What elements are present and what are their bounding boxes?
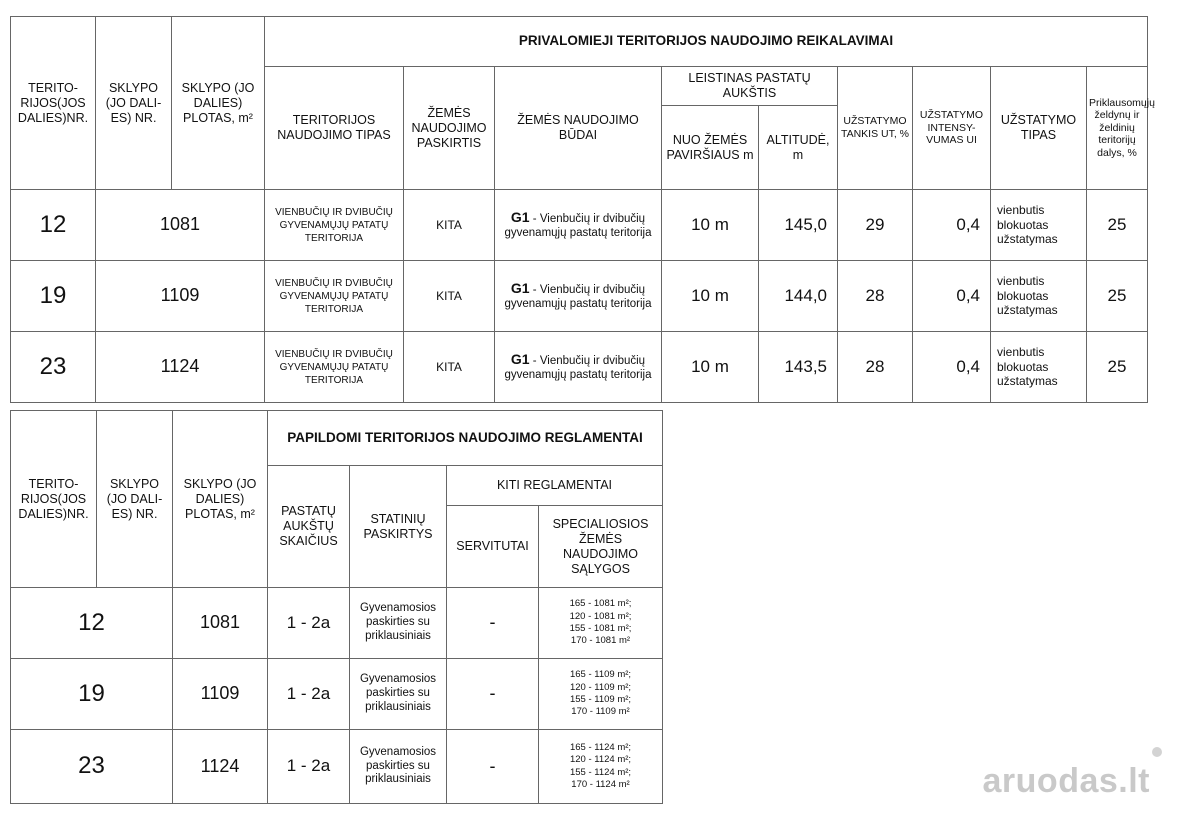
additional-regulations-table — [10, 410, 663, 804]
header-budai: ŽEMĖS NAUDOJIMO BŪDAI — [495, 67, 662, 190]
header-statiniu-paskirtys: STATINIŲ PASKIRTYS — [350, 466, 447, 588]
tankis: 28 — [838, 332, 913, 403]
salyga-line: 120 - 1109 m²; — [569, 681, 632, 693]
altitude: 145,0 — [759, 190, 838, 261]
uzstatymo-tipas: vienbutis blokuotas užstatymas — [991, 332, 1087, 403]
header-servitutai: SERVITUTAI — [447, 506, 539, 588]
watermark-dot-icon — [1152, 747, 1162, 757]
budai-text: - Vienbučių ir dvibučių gyvenamųjų pastatų teritorija — [504, 355, 652, 381]
salyga-line: 155 - 1081 m²; — [569, 623, 632, 634]
servitutai: - — [447, 588, 539, 659]
budai — [495, 332, 662, 403]
table-row — [11, 588, 663, 659]
salyga-line: 170 - 1109 m² — [571, 706, 630, 718]
budai-code: G1 — [510, 280, 530, 297]
header-tankis: UŽSTATYMO TANKIS UT, % — [838, 67, 913, 190]
budai-code: G1 — [510, 209, 530, 226]
table-row — [11, 190, 1148, 261]
aukstis: 10 m — [662, 332, 759, 403]
paskirtys: Gyvenamosios paskirties su priklausiniais — [350, 730, 447, 804]
teritorijos-nr: 12 — [11, 588, 173, 659]
naudojimo-tipas: VIENBUČIŲ IR DVIBUČIŲ GYVENAMŲJŲ PATATŲ TERITORIJA — [265, 332, 404, 403]
table-row — [11, 261, 1148, 332]
teritorijos-nr: 23 — [11, 332, 96, 403]
salyga-line: 165 - 1081 m²; — [569, 598, 632, 610]
header-sklypo-nr: SKLYPO (JO DALI-ES) NR. — [97, 411, 173, 588]
table-row — [11, 730, 663, 804]
salyga-line: 120 - 1124 m²; — [569, 754, 632, 766]
table1-group-title: PRIVALOMIEJI TERITORIJOS NAUDOJIMO REIKALAVIMAI — [265, 17, 1148, 67]
teritorijos-nr: 12 — [11, 190, 96, 261]
mandatory-requirements-table — [10, 16, 1155, 403]
salyga-line: 120 - 1081 m²; — [569, 610, 632, 622]
header-teritorijos-nr: TERITO-RIJOS(JOS DALIES)NR. — [11, 411, 97, 588]
table-row — [11, 659, 663, 730]
specialiosios-salygos — [539, 659, 663, 730]
altitude: 143,5 — [759, 332, 838, 403]
plotas: 1081 — [173, 588, 268, 659]
header-altitude: ALTITUDĖ, m — [759, 106, 838, 190]
header-kiti-reglamentai: KITI REGLAMENTAI — [447, 466, 663, 506]
salyga-line: 155 - 1109 m²; — [569, 694, 632, 705]
salyga-line: 165 - 1109 m²; — [569, 669, 632, 681]
budai — [495, 190, 662, 261]
zeldynai: 25 — [1087, 261, 1148, 332]
header-intensyvumas: UŽSTATYMO INTENSY-VUMAS UI — [913, 67, 991, 190]
uzstatymo-tipas: vienbutis blokuotas užstatymas — [991, 190, 1087, 261]
header-aukstis-group: LEISTINAS PASTATŲ AUKŠTIS — [662, 67, 838, 106]
header-specialiosios: SPECIALIOSIOS ŽEMĖS NAUDOJIMO SĄLYGOS — [539, 506, 663, 588]
paskirtis: KITA — [404, 190, 495, 261]
aukstai: 1 - 2a — [268, 588, 350, 659]
watermark-suffix: .lt — [1118, 762, 1150, 800]
salyga-line: 170 - 1124 m² — [571, 778, 630, 790]
aukstai: 1 - 2a — [268, 730, 350, 804]
specialiosios-salygos — [539, 730, 663, 804]
paskirtys: Gyvenamosios paskirties su priklausiniais — [350, 588, 447, 659]
sklypo-nr: 1124 — [96, 332, 265, 403]
budai — [495, 261, 662, 332]
sklypo-nr: 1081 — [96, 190, 265, 261]
servitutai: - — [447, 730, 539, 804]
teritorijos-nr: 19 — [11, 261, 96, 332]
aukstis: 10 m — [662, 261, 759, 332]
header-paskirtis: ŽEMĖS NAUDOJIMO PASKIRTIS — [404, 67, 495, 190]
intensyvumas: 0,4 — [913, 261, 991, 332]
header-sklypo-nr: SKLYPO (JO DALI-ES) NR. — [96, 17, 172, 190]
header-zeldynai: Priklausomųjų želdynų ir želdinių teritorijų dalys, % — [1087, 67, 1148, 190]
teritorijos-nr: 19 — [11, 659, 173, 730]
header-nuo-zemes: NUO ŽEMĖS PAVIRŠIAUS m — [662, 106, 759, 190]
teritorijos-nr: 23 — [11, 730, 173, 804]
plotas: 1109 — [173, 659, 268, 730]
table-row — [11, 332, 1148, 403]
header-naudojimo-tipas: TERITORIJOS NAUDOJIMO TIPAS — [265, 67, 404, 190]
header-aukstu-skaicius: PASTATŲ AUKŠTŲ SKAIČIUS — [268, 466, 350, 588]
watermark-text: aruodas — [982, 762, 1119, 800]
sklypo-nr: 1109 — [96, 261, 265, 332]
paskirtys: Gyvenamosios paskirties su priklausiniais — [350, 659, 447, 730]
intensyvumas: 0,4 — [913, 332, 991, 403]
salyga-line: 170 - 1081 m² — [570, 635, 631, 647]
paskirtis: KITA — [404, 261, 495, 332]
header-teritorijos-nr: TERITO-RIJOS(JOS DALIES)NR. — [11, 17, 96, 190]
table2-group-title: PAPILDOMI TERITORIJOS NAUDOJIMO REGLAMENTAI — [268, 411, 663, 466]
watermark-logo — [983, 762, 1150, 801]
salyga-line: 165 - 1124 m²; — [569, 741, 632, 753]
budai-text: - Vienbučių ir dvibučių gyvenamųjų pastatų teritorija — [504, 213, 652, 239]
salyga-line: 155 - 1124 m²; — [569, 766, 632, 778]
uzstatymo-tipas: vienbutis blokuotas užstatymas — [991, 261, 1087, 332]
aukstis: 10 m — [662, 190, 759, 261]
naudojimo-tipas: VIENBUČIŲ IR DVIBUČIŲ GYVENAMŲJŲ PATATŲ TERITORIJA — [265, 261, 404, 332]
servitutai: - — [447, 659, 539, 730]
aukstai: 1 - 2a — [268, 659, 350, 730]
zeldynai: 25 — [1087, 332, 1148, 403]
naudojimo-tipas: VIENBUČIŲ IR DVIBUČIŲ GYVENAMŲJŲ PATATŲ TERITORIJA — [265, 190, 404, 261]
tankis: 29 — [838, 190, 913, 261]
budai-text: - Vienbučių ir dvibučių gyvenamųjų pastatų teritorija — [504, 284, 652, 310]
altitude: 144,0 — [759, 261, 838, 332]
zeldynai: 25 — [1087, 190, 1148, 261]
plotas: 1124 — [173, 730, 268, 804]
header-uzstatymo-tipas: UŽSTATYMO TIPAS — [991, 67, 1087, 190]
intensyvumas: 0,4 — [913, 190, 991, 261]
specialiosios-salygos — [539, 588, 663, 659]
header-plotas: SKLYPO (JO DALIES) PLOTAS, m² — [172, 17, 265, 190]
tankis: 28 — [838, 261, 913, 332]
budai-code: G1 — [510, 351, 530, 368]
paskirtis: KITA — [404, 332, 495, 403]
header-plotas: SKLYPO (JO DALIES) PLOTAS, m² — [173, 411, 268, 588]
